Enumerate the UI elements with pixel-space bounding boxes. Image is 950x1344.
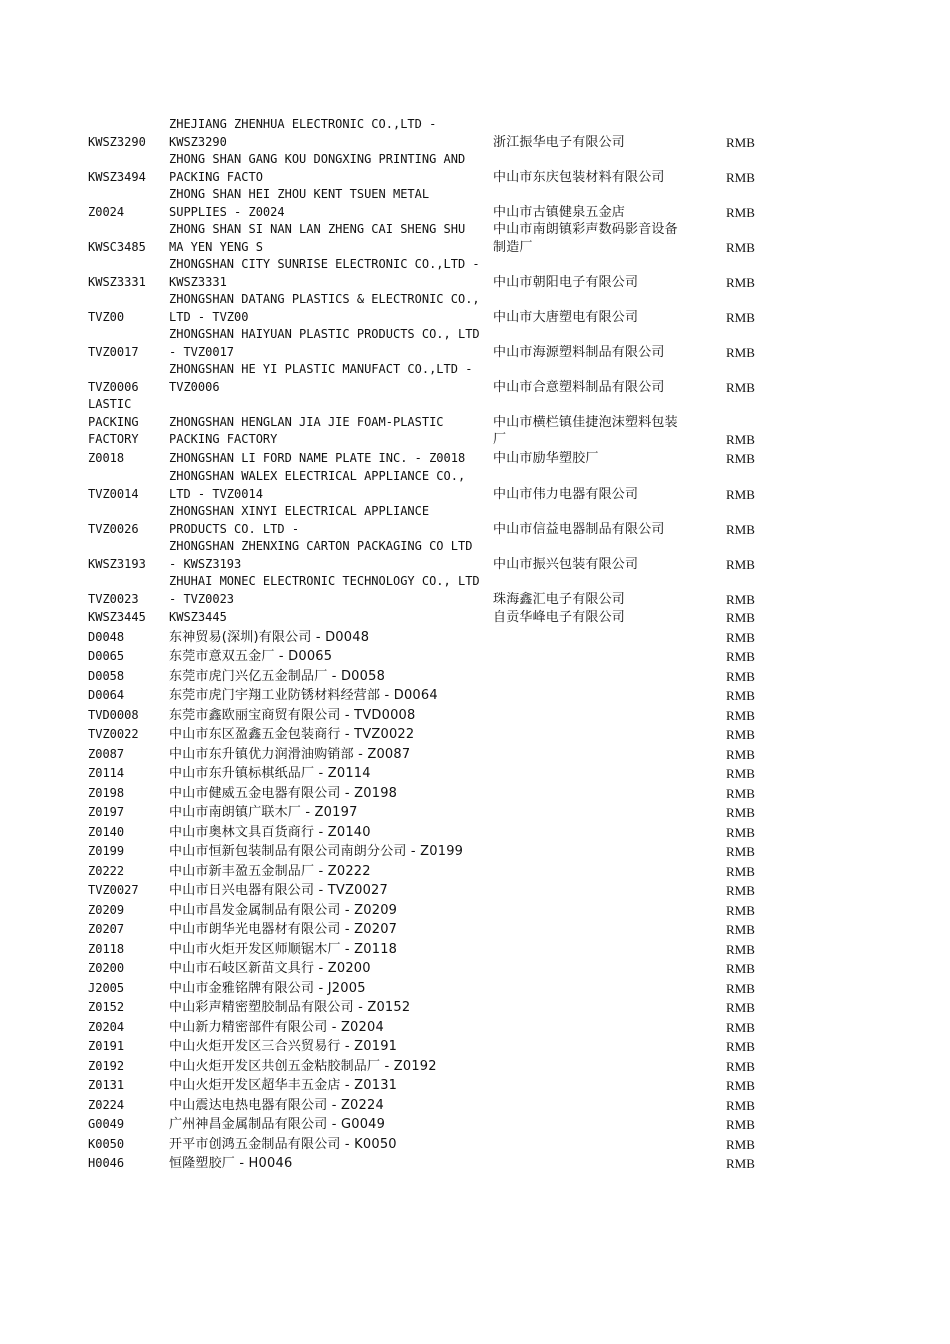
- currency-cell: RMB: [726, 766, 755, 781]
- supplier-chinese-name-cell: [493, 1135, 726, 1155]
- supplier-name-cell: 开平市创鸿五金制品有限公司 - K0050: [169, 1136, 397, 1152]
- supplier-table-body: [88, 116, 788, 1174]
- table-row: [88, 647, 788, 667]
- supplier-name-cell: ZHONGSHAN LI FORD NAME PLATE INC. - Z0018: [169, 450, 466, 465]
- currency-cell: RMB: [726, 521, 755, 537]
- table-row: [88, 503, 788, 538]
- supplier-name-cell: 中山市恒新包装制品有限公司南朗分公司 - Z0199: [169, 844, 464, 859]
- supplier-chinese-name-cell: 中山市伟力电器有限公司: [493, 486, 639, 502]
- supplier-name-cell: ZHONGSHAN HE YI PLASTIC MANUFACT CO.,LTD - TVZ0006: [169, 362, 473, 394]
- table-row: [88, 725, 788, 745]
- supplier-name-cell: 中山市金雅铭牌有限公司 - J2005: [169, 980, 366, 996]
- supplier-table: [88, 116, 788, 1174]
- currency-cell: RMB: [726, 1000, 755, 1015]
- supplier-name-cell: 东莞市虎门兴亿五金制品厂 - D0058: [169, 668, 386, 684]
- supplier-code-cell: Z0140: [88, 824, 125, 839]
- supplier-code-cell: TVZ0023: [88, 591, 139, 606]
- supplier-code-cell: TVZ0006: [88, 379, 139, 394]
- supplier-code-cell: KWSZ3290: [88, 134, 146, 149]
- currency-cell: RMB: [726, 746, 755, 762]
- currency-cell: RMB: [726, 591, 755, 607]
- table-row: [88, 920, 788, 940]
- supplier-chinese-name-cell: [493, 784, 726, 804]
- currency-cell: RMB: [726, 610, 755, 625]
- supplier-code-cell: Z0207: [88, 922, 125, 936]
- table-row: [88, 959, 788, 979]
- table-row: [88, 1076, 788, 1096]
- supplier-code-cell: D0064: [88, 688, 125, 702]
- supplier-name-cell: ZHUHAI MONEC ELECTRONIC TECHNOLOGY CO., LTD - TVZ0023: [169, 574, 480, 606]
- table-row: [88, 538, 788, 573]
- table-row: [88, 186, 788, 221]
- currency-cell: RMB: [726, 980, 755, 996]
- currency-cell: RMB: [726, 1156, 755, 1171]
- supplier-chinese-name-cell: 中山市朝阳电子有限公司: [493, 274, 639, 290]
- table-row: [88, 1018, 788, 1038]
- currency-cell: RMB: [726, 309, 755, 325]
- supplier-name-cell: 东莞市虎门宇翔工业防锈材料经营部 - D0064: [169, 688, 438, 703]
- currency-cell: RMB: [726, 379, 755, 395]
- supplier-code-cell: Z0197: [88, 805, 125, 819]
- supplier-chinese-name-cell: [493, 667, 726, 687]
- currency-cell: RMB: [726, 707, 755, 723]
- supplier-name-cell: 东神贸易(深圳)有限公司 - D0048: [169, 629, 370, 645]
- table-row: [88, 940, 788, 960]
- supplier-chinese-name-cell: [493, 1057, 726, 1077]
- supplier-name-cell: 恒隆塑胶厂 - H0046: [169, 1156, 293, 1171]
- table-row: [88, 151, 788, 186]
- currency-cell: RMB: [726, 432, 755, 447]
- supplier-name-cell: 东莞市鑫欧丽宝商贸有限公司 - TVD0008: [169, 707, 416, 723]
- supplier-chinese-name-cell: 中山市励华塑胶厂: [493, 450, 599, 466]
- supplier-chinese-name-cell: [493, 628, 726, 648]
- supplier-chinese-name-cell: [493, 823, 726, 843]
- supplier-chinese-name-cell: 中山市古镇健泉五金店: [493, 204, 626, 220]
- table-row: [88, 1057, 788, 1077]
- currency-cell: RMB: [726, 1039, 755, 1054]
- table-row: [88, 784, 788, 804]
- currency-cell: RMB: [726, 1019, 755, 1035]
- supplier-chinese-name-cell: [493, 1076, 726, 1096]
- table-row: [88, 1135, 788, 1155]
- table-row: [88, 803, 788, 823]
- supplier-chinese-name-cell: 中山市振兴包装有限公司: [493, 556, 639, 572]
- supplier-code-cell: KWSZ3331: [88, 274, 146, 289]
- supplier-code-cell: KWSZ3193: [88, 556, 146, 571]
- supplier-chinese-name-cell: [493, 764, 726, 784]
- table-row: [88, 608, 788, 628]
- supplier-name-cell: ZHONGSHAN DATANG PLASTICS & ELECTRONIC CO., LTD - TVZ00: [169, 292, 480, 324]
- supplier-name-cell: ZHONGSHAN XINYI ELECTRICAL APPLIANCE PRODUCTS CO. LTD -: [169, 504, 430, 536]
- supplier-code-cell: Z0192: [88, 1058, 125, 1073]
- table-row: [88, 256, 788, 291]
- supplier-chinese-name-cell: [493, 881, 726, 901]
- currency-cell: RMB: [726, 556, 755, 572]
- table-row: [88, 326, 788, 361]
- supplier-name-cell: 广州神昌金属制品有限公司 - G0049: [169, 1117, 386, 1132]
- supplier-code-cell: Z0152: [88, 1000, 125, 1014]
- currency-cell: RMB: [726, 344, 755, 360]
- supplier-code-cell: TVZ0022: [88, 727, 139, 741]
- supplier-name-cell: 中山市健威五金电器有限公司 - Z0198: [169, 785, 398, 801]
- supplier-code-cell: Z0118: [88, 941, 125, 956]
- currency-cell: RMB: [726, 486, 755, 502]
- supplier-code-cell: TVZ0026: [88, 521, 139, 536]
- table-row: [88, 291, 788, 326]
- supplier-chinese-name-cell: [493, 1115, 726, 1135]
- supplier-name-cell: 中山火炬开发区共创五金粘胶制品厂 - Z0192: [169, 1058, 437, 1074]
- supplier-chinese-name-cell: [493, 686, 726, 706]
- table-row: [88, 361, 788, 396]
- supplier-name-cell: 中山市朗华光电器材有限公司 - Z0207: [169, 922, 398, 937]
- currency-cell: RMB: [726, 239, 755, 255]
- table-row: [88, 706, 788, 726]
- supplier-code-cell: Z0024: [88, 204, 125, 219]
- currency-cell: RMB: [726, 824, 755, 840]
- supplier-chinese-name-cell: 中山市横栏镇佳捷泡沫塑料包装 厂: [493, 414, 678, 447]
- supplier-code-cell: Z0191: [88, 1039, 125, 1053]
- supplier-name-cell: 东莞市意双五金厂 - D0065: [169, 649, 333, 664]
- supplier-name-cell: 中山市火炬开发区师顺锯木厂 - Z0118: [169, 941, 398, 957]
- supplier-chinese-name-cell: [493, 1154, 726, 1174]
- supplier-code-cell: Z0114: [88, 766, 125, 780]
- currency-cell: RMB: [726, 941, 755, 957]
- supplier-chinese-name-cell: [493, 1018, 726, 1038]
- supplier-code-cell: Z0018: [88, 450, 125, 465]
- supplier-name-cell: 中山新力精密部件有限公司 - Z0204: [169, 1019, 384, 1035]
- supplier-code-cell: Z0131: [88, 1078, 125, 1092]
- table-row: [88, 116, 788, 151]
- table-row: [88, 881, 788, 901]
- currency-cell: RMB: [726, 450, 755, 466]
- table-row: [88, 979, 788, 999]
- currency-cell: RMB: [726, 1058, 755, 1074]
- supplier-name-cell: ZHONGSHAN HENGLAN JIA JIE FOAM-PLASTIC PACKING FACTORY: [169, 414, 444, 446]
- currency-cell: RMB: [726, 844, 755, 859]
- supplier-chinese-name-cell: [493, 842, 726, 862]
- supplier-name-cell: 中山市南朗镇广联木厂 - Z0197: [169, 805, 358, 820]
- supplier-code-cell: KWSZ3494: [88, 169, 146, 184]
- supplier-code-cell: TVZ0017: [88, 344, 139, 359]
- supplier-name-cell: KWSZ3445: [169, 610, 227, 624]
- table-row: [88, 449, 788, 469]
- currency-cell: RMB: [726, 134, 755, 150]
- currency-cell: RMB: [726, 204, 755, 220]
- currency-cell: RMB: [726, 805, 755, 820]
- supplier-chinese-name-cell: 浙江振华电子有限公司: [493, 134, 626, 150]
- supplier-chinese-name-cell: 中山市信益电器制品有限公司: [493, 521, 665, 537]
- currency-cell: RMB: [726, 649, 755, 664]
- supplier-chinese-name-cell: [493, 725, 726, 745]
- supplier-chinese-name-cell: 中山市合意塑料制品有限公司: [493, 379, 665, 395]
- supplier-code-cell: D0048: [88, 629, 125, 644]
- supplier-name-cell: 中山火炬开发区三合兴贸易行 - Z0191: [169, 1039, 398, 1054]
- supplier-code-cell: Z0198: [88, 785, 125, 800]
- supplier-chinese-name-cell: [493, 862, 726, 882]
- currency-cell: RMB: [726, 629, 755, 645]
- table-row: [88, 221, 788, 256]
- currency-cell: RMB: [726, 1078, 755, 1093]
- supplier-chinese-name-cell: [493, 803, 726, 823]
- supplier-code-cell: KWSZ3445: [88, 610, 146, 624]
- table-row: [88, 745, 788, 765]
- supplier-chinese-name-cell: [493, 647, 726, 667]
- table-row: [88, 998, 788, 1018]
- supplier-name-cell: 中山市昌发金属制品有限公司 - Z0209: [169, 902, 398, 918]
- currency-cell: RMB: [726, 883, 755, 898]
- table-row: [88, 1115, 788, 1135]
- table-row: [88, 901, 788, 921]
- table-row: [88, 1096, 788, 1116]
- supplier-name-cell: ZHONG SHAN GANG KOU DONGXING PRINTING AND PACKING FACTO: [169, 152, 466, 184]
- supplier-code-cell: D0058: [88, 668, 125, 683]
- supplier-chinese-name-cell: 自贡华峰电子有限公司: [493, 610, 626, 625]
- table-row: [88, 667, 788, 687]
- currency-cell: RMB: [726, 922, 755, 937]
- supplier-code-cell: J2005: [88, 980, 125, 995]
- supplier-code-cell: G0049: [88, 1117, 125, 1131]
- currency-cell: RMB: [726, 1136, 755, 1152]
- supplier-code-cell: D0065: [88, 649, 125, 663]
- supplier-code-cell: Z0087: [88, 746, 125, 761]
- supplier-chinese-name-cell: [493, 706, 726, 726]
- supplier-code-cell: TVZ0027: [88, 883, 139, 897]
- table-row: [88, 823, 788, 843]
- table-row: [88, 862, 788, 882]
- currency-cell: RMB: [726, 863, 755, 879]
- supplier-name-cell: 中山市东升镇优力润滑油购销部 - Z0087: [169, 746, 411, 762]
- supplier-code-cell: Z0222: [88, 863, 125, 878]
- supplier-chinese-name-cell: [493, 940, 726, 960]
- supplier-chinese-name-cell: [493, 920, 726, 940]
- supplier-code-cell: Z0199: [88, 844, 125, 858]
- currency-cell: RMB: [726, 169, 755, 185]
- table-row: [88, 573, 788, 608]
- table-row: [88, 1037, 788, 1057]
- supplier-name-cell: ZHONGSHAN ZHENXING CARTON PACKAGING CO LTD - KWSZ3193: [169, 539, 473, 571]
- supplier-name-cell: ZHONGSHAN HAIYUAN PLASTIC PRODUCTS CO., LTD - TVZ0017: [169, 327, 480, 359]
- table-row: [88, 628, 788, 648]
- supplier-chinese-name-cell: 中山市南朗镇彩声数码影音设备 制造厂: [493, 222, 678, 255]
- supplier-chinese-name-cell: 中山市大唐塑电有限公司: [493, 309, 639, 325]
- supplier-name-cell: ZHONG SHAN HEI ZHOU KENT TSUEN METAL SUPPLIES - Z0024: [169, 187, 430, 219]
- supplier-name-cell: ZHEJIANG ZHENHUA ELECTRONIC CO.,LTD - KWSZ3290: [169, 117, 437, 149]
- supplier-code-cell: Z0209: [88, 902, 125, 917]
- supplier-chinese-name-cell: 珠海鑫汇电子有限公司: [493, 591, 626, 607]
- table-row: [88, 764, 788, 784]
- supplier-name-cell: 中山彩声精密塑胶制品有限公司 - Z0152: [169, 1000, 411, 1015]
- currency-cell: RMB: [726, 902, 755, 918]
- supplier-name-cell: 中山火炬开发区超华丰五金店 - Z0131: [169, 1078, 398, 1093]
- table-row: [88, 842, 788, 862]
- supplier-name-cell: 中山市日兴电器有限公司 - TVZ0027: [169, 883, 388, 898]
- supplier-code-cell: TVZ0014: [88, 486, 139, 501]
- currency-cell: RMB: [726, 274, 755, 290]
- supplier-chinese-name-cell: 中山市海源塑料制品有限公司: [493, 344, 665, 360]
- supplier-name-cell: 中山市东区盈鑫五金包装商行 - TVZ0022: [169, 727, 415, 742]
- supplier-name-cell: ZHONGSHAN WALEX ELECTRICAL APPLIANCE CO., LTD - TVZ0014: [169, 469, 466, 501]
- supplier-chinese-name-cell: [493, 901, 726, 921]
- supplier-chinese-name-cell: 中山市东庆包装材料有限公司: [493, 169, 665, 185]
- supplier-chinese-name-cell: [493, 745, 726, 765]
- supplier-sheet: [88, 116, 788, 1174]
- supplier-code-cell: Z0200: [88, 961, 125, 975]
- supplier-name-cell: 中山市新丰盈五金制品厂 - Z0222: [169, 863, 371, 879]
- table-row: [88, 1154, 788, 1174]
- supplier-name-cell: 中山市奥林文具百货商行 - Z0140: [169, 824, 371, 840]
- supplier-code-cell: LASTIC PACKING FACTORY: [88, 397, 139, 446]
- supplier-chinese-name-cell: [493, 1037, 726, 1057]
- table-row: [88, 396, 788, 449]
- supplier-chinese-name-cell: [493, 959, 726, 979]
- currency-cell: RMB: [726, 961, 755, 976]
- supplier-name-cell: 中山市东升镇标棋纸品厂 - Z0114: [169, 766, 371, 781]
- currency-cell: RMB: [726, 1097, 755, 1113]
- table-row: [88, 686, 788, 706]
- supplier-code-cell: Z0224: [88, 1097, 125, 1112]
- supplier-chinese-name-cell: [493, 979, 726, 999]
- supplier-code-cell: H0046: [88, 1156, 125, 1170]
- currency-cell: RMB: [726, 668, 755, 684]
- currency-cell: RMB: [726, 785, 755, 801]
- currency-cell: RMB: [726, 727, 755, 742]
- supplier-code-cell: KWSC3485: [88, 239, 146, 254]
- supplier-name-cell: ZHONG SHAN SI NAN LAN ZHENG CAI SHENG SHU MA YEN YENG S: [169, 222, 466, 254]
- supplier-name-cell: ZHONGSHAN CITY SUNRISE ELECTRONIC CO.,LTD - KWSZ3331: [169, 257, 480, 289]
- supplier-name-cell: 中山震达电热电器有限公司 - Z0224: [169, 1097, 384, 1113]
- supplier-chinese-name-cell: [493, 998, 726, 1018]
- supplier-code-cell: K0050: [88, 1136, 125, 1151]
- table-row: [88, 468, 788, 503]
- supplier-code-cell: Z0204: [88, 1019, 125, 1034]
- currency-cell: RMB: [726, 688, 755, 703]
- supplier-code-cell: TVZ00: [88, 309, 125, 324]
- supplier-chinese-name-cell: [493, 1096, 726, 1116]
- currency-cell: RMB: [726, 1117, 755, 1132]
- supplier-code-cell: TVD0008: [88, 707, 139, 722]
- supplier-name-cell: 中山市石岐区新苗文具行 - Z0200: [169, 961, 371, 976]
